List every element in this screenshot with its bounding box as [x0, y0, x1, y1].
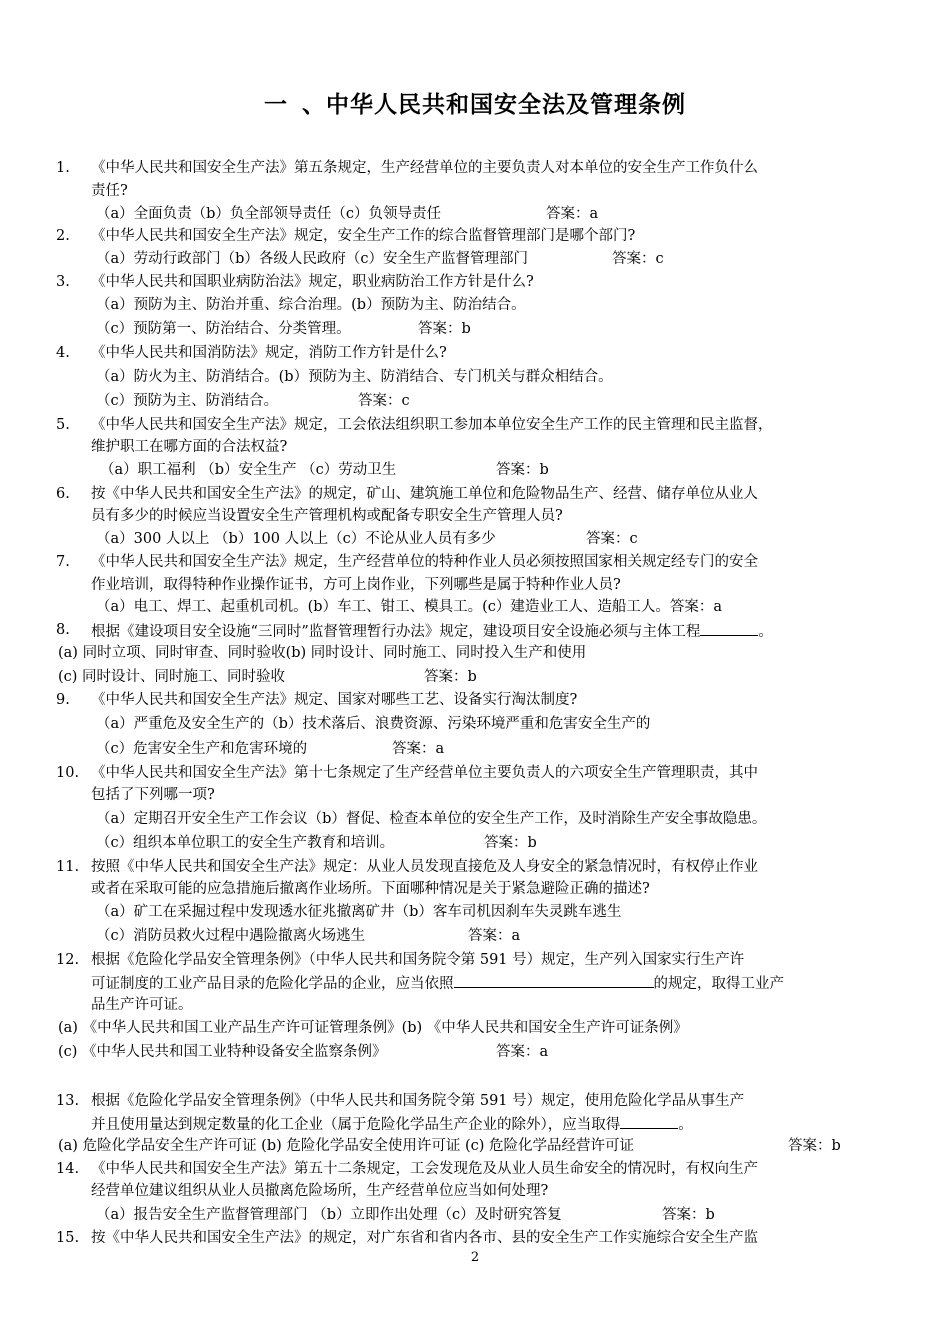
q1-options: （a）全面负责（b）负全部领导责任（c）负领导责任	[96, 206, 442, 222]
q12-number: 12.	[56, 952, 80, 968]
q3-answer: 答案：b	[418, 321, 471, 337]
title-prefix: 一	[264, 92, 288, 118]
q4-answer: 答案：c	[358, 393, 410, 409]
q13-text-main: 并且使用量达到规定数量的化工企业（属于危险化学品生产企业的除外），应当取得	[91, 1117, 621, 1133]
q6-answer: 答案：c	[586, 531, 638, 547]
q3-options-1: （a）预防为主、防治并重、综合治理。(b）预防为主、防治结合。	[96, 297, 526, 313]
q4-options-2: （c）预防为主、防消结合。	[96, 393, 279, 409]
q6-number: 6.	[56, 486, 70, 502]
q12-text-after-blank: 的规定，取得工业产	[653, 976, 784, 992]
q12-options-2: (c) 《中华人民共和国工业特种设备安全监察条例》	[58, 1044, 387, 1060]
q10-text-cont: 包括了下列哪一项?	[91, 787, 215, 803]
q12-answer: 答案：a	[496, 1044, 549, 1060]
q9-text: 《中华人民共和国安全生产法》规定、国家对哪些工艺、设备实行淘汰制度?	[91, 692, 578, 708]
q11-options-1: （a）矿工在采掘过程中发现透水征兆撤离矿井（b）客车司机因刹车失灵跳车逃生	[96, 904, 622, 920]
q5-number: 5.	[56, 417, 70, 433]
q6-text-cont: 员有多少的时候应当设置安全生产管理机构或配备专职安全生产管理人员?	[91, 508, 563, 524]
q8-text-end: 。	[758, 624, 773, 640]
q14-number: 14.	[56, 1161, 80, 1177]
q11-number: 11.	[56, 859, 80, 875]
q9-number: 9.	[56, 692, 70, 708]
q12-text-before-blank: 可证制度的工业产品目录的危险化学品的企业，应当依照	[91, 976, 454, 992]
q8-blank	[700, 620, 758, 636]
q7-number: 7.	[56, 554, 70, 570]
page-number: 2	[470, 1250, 480, 1265]
q11-options-2: （c）消防员救火过程中遇险撤离火场逃生	[96, 928, 366, 944]
q13-blank	[620, 1113, 678, 1129]
q4-text: 《中华人民共和国消防法》规定，消防工作方针是什么?	[91, 345, 447, 361]
q10-number: 10.	[56, 765, 80, 781]
title-text: 、中华人民共和国安全法及管理条例	[302, 92, 686, 118]
q1-number: 1.	[56, 160, 70, 176]
q11-text: 按照《中华人民共和国安全生产法》规定：从业人员发现直接危及人身安全的紧急情况时，有权停止作业	[91, 859, 758, 875]
q11-text-cont: 或者在采取可能的应急措施后撤离作业场所。下面哪种情况是关于紧急避险正确的描述?	[91, 881, 650, 897]
q13-options: (a) 危险化学品安全生产许可证 (b) 危险化学品安全使用许可证 (c) 危险化学品经营许可证	[58, 1138, 635, 1154]
q12-blank	[454, 972, 654, 988]
q13-text: 根据《危险化学品安全管理条例》（中华人民共和国务院令第 591 号）规定，使用危险化学品从事生产	[91, 1093, 745, 1109]
page-title	[0, 86, 950, 119]
q5-text: 《中华人民共和国安全生产法》规定，工会依法组织职工参加本单位安全生产工作的民主管理和民主监督，	[91, 417, 773, 433]
q4-options-1: （a）防火为主、防消结合。(b）预防为主、防消结合、专门机关与群众相结合。	[96, 369, 613, 385]
q9-options-2: （c）危害安全生产和危害环境的	[96, 741, 308, 757]
q13-number: 13.	[56, 1093, 80, 1109]
q1-text: 《中华人民共和国安全生产法》第五条规定，生产经营单位的主要负责人对本单位的安全生产工作负什么	[91, 160, 758, 176]
q5-answer: 答案：b	[496, 462, 549, 478]
q8-text	[91, 620, 773, 642]
q12-text: 根据《危险化学品安全管理条例》（中华人民共和国务院令第 591 号）规定，生产列入国家实行生产许	[91, 952, 745, 968]
q13-answer: 答案：b	[788, 1138, 841, 1154]
q13-text-end: 。	[678, 1117, 693, 1133]
q3-number: 3.	[56, 274, 70, 290]
q8-options-2: (c) 同时设计、同时施工、同时验收	[58, 669, 286, 685]
q8-text-main: 根据《建设项目安全设施“三同时”监督管理暂行办法》规定，建设项目安全设施必须与主体工程	[91, 624, 701, 640]
q8-options-1: (a) 同时立项、同时审查、同时验收(b) 同时设计、同时施工、同时投入生产和使用	[58, 645, 587, 661]
q5-options: （a）职工福利 （b）安全生产 （c）劳动卫生	[100, 462, 397, 478]
q1-answer: 答案：a	[546, 206, 599, 222]
q9-answer: 答案：a	[392, 741, 445, 757]
q6-text: 按《中华人民共和国安全生产法》的规定，矿山、建筑施工单位和危险物品生产、经营、储存单位从业人	[91, 486, 758, 502]
q9-options-1: （a）严重危及安全生产的（b）技术落后、浪费资源、污染环境严重和危害安全生产的	[96, 716, 651, 732]
q7-options: （a）电工、焊工、起重机司机。(b）车工、钳工、模具工。(c）建造业工人、造船工人。答案：a	[96, 599, 723, 615]
q8-number: 8.	[56, 622, 70, 638]
q14-text-cont: 经营单位建议组织从业人员撤离危险场所，生产经营单位应当如何处理?	[91, 1183, 549, 1199]
q2-options: （a）劳动行政部门（b）各级人民政府（c）安全生产监督管理部门	[96, 251, 529, 267]
q10-options-2: （c）组织本单位职工的安全生产教育和培训。	[96, 835, 395, 851]
q15-number: 15.	[56, 1230, 80, 1246]
q12-options-1: (a) 《中华人民共和国工业产品生产许可证管理条例》(b) 《中华人民共和国安全生产许可证条例》	[58, 1020, 688, 1036]
q11-answer: 答案：a	[468, 928, 521, 944]
q10-text: 《中华人民共和国安全生产法》第十七条规定了生产经营单位主要负责人的六项安全生产管理职责，其中	[91, 765, 758, 781]
q7-text: 《中华人民共和国安全生产法》规定，生产经营单位的特种作业人员必须按照国家相关规定经专门的安全	[91, 554, 758, 570]
q14-options: （a）报告安全生产监督管理部门 （b）立即作出处理（c）及时研究答复	[96, 1207, 562, 1223]
q8-answer: 答案：b	[424, 669, 477, 685]
q3-text: 《中华人民共和国职业病防治法》规定，职业病防治工作方针是什么?	[91, 274, 534, 290]
q4-number: 4.	[56, 345, 70, 361]
q12-text-cont	[91, 972, 784, 994]
q3-options-2: （c）预防第一、防治结合、分类管理。	[96, 321, 351, 337]
q13-text-cont	[91, 1113, 693, 1135]
q2-answer: 答案：c	[612, 251, 664, 267]
q6-options: （a）300 人以上 （b）100 人以上（c）不论从业人员有多少	[96, 531, 496, 547]
q15-text: 按《中华人民共和国安全生产法》的规定，对广东省和省内各市、县的安全生产工作实施综合安全生产监	[91, 1230, 758, 1246]
q5-text-cont: 维护职工在哪方面的合法权益?	[91, 439, 288, 455]
q2-number: 2.	[56, 228, 70, 244]
q14-answer: 答案：b	[662, 1207, 715, 1223]
q2-text: 《中华人民共和国安全生产法》规定，安全生产工作的综合监督管理部门是哪个部门?	[91, 228, 636, 244]
q14-text: 《中华人民共和国安全生产法》第五十二条规定，工会发现危及从业人员生命安全的情况时，有权向生产	[91, 1161, 758, 1177]
q12-text-cont-2: 品生产许可证。	[91, 997, 193, 1013]
q10-answer: 答案：b	[484, 835, 537, 851]
q10-options-1: （a）定期召开安全生产工作会议（b）督促、检查本单位的安全生产工作，及时消除生产安全事故隐患。	[96, 811, 767, 827]
q1-text-cont: 责任?	[91, 183, 128, 199]
q7-text-cont: 作业培训，取得特种作业操作证书，方可上岗作业，下列哪些是属于特种作业人员?	[91, 577, 621, 593]
